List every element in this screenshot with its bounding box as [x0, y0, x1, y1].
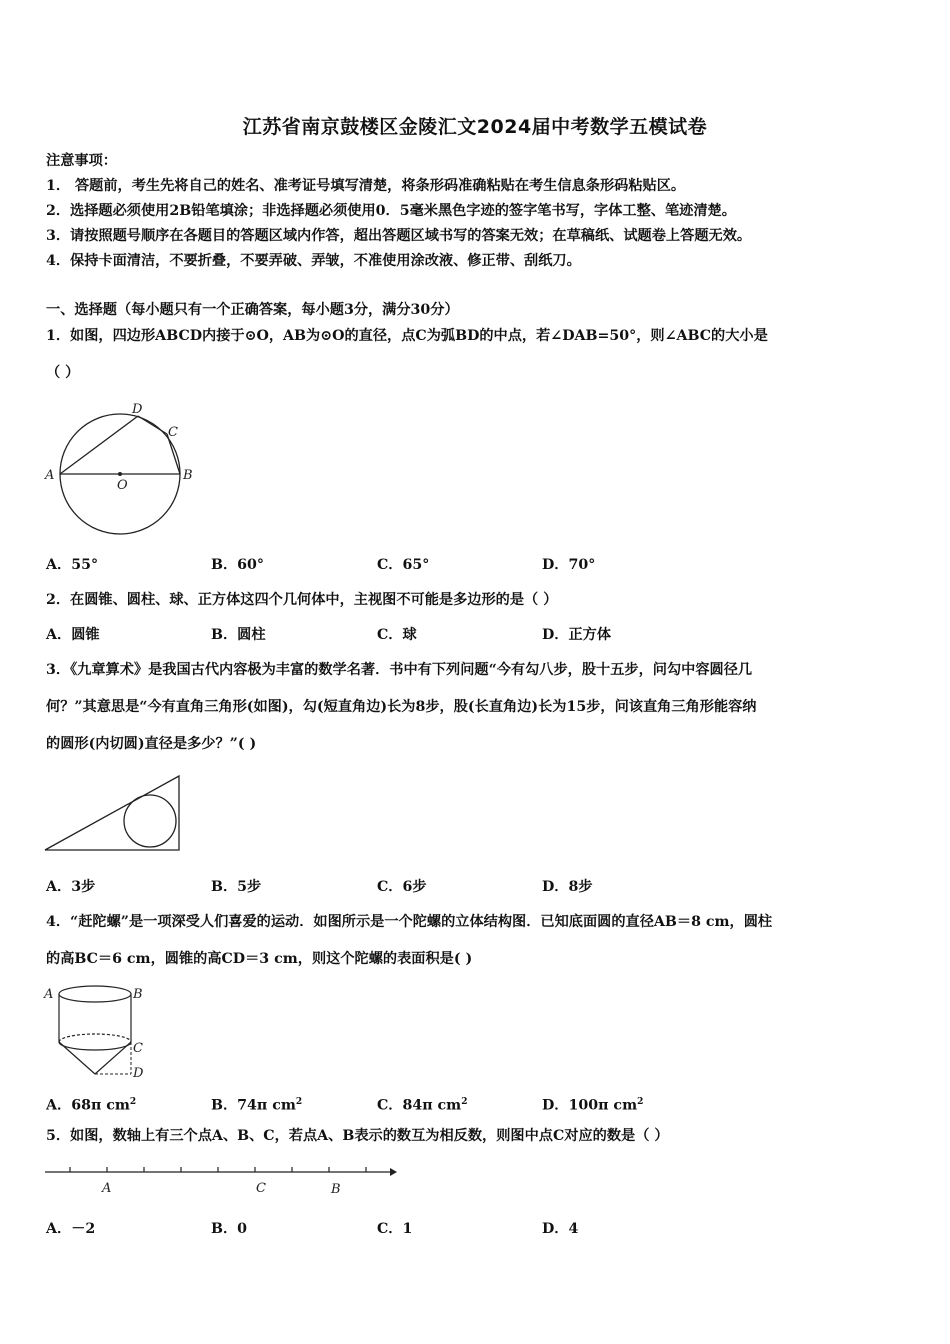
q4-option-a-text: A．68π cm — [46, 1097, 130, 1114]
q4-label-b: B — [133, 987, 143, 1002]
q4-label-c: C — [133, 1041, 143, 1056]
q4-stem-line2: 的高BC＝6 cm，圆锥的高CD＝3 cm，则这个陀螺的表面积是( ) — [46, 951, 473, 967]
q1-option-b: B．60° — [211, 557, 265, 573]
q2-option-d: D．正方体 — [542, 627, 612, 643]
q2-option-b: B．圆柱 — [211, 627, 266, 643]
q5-label-a: A — [102, 1181, 112, 1196]
q1-label-o: O — [117, 478, 128, 493]
q2-option-c: C．球 — [377, 627, 417, 643]
q4-label-d: D — [133, 1066, 144, 1080]
q4-option-d — [542, 1092, 643, 1116]
q1-option-a: A．55° — [46, 557, 99, 573]
q4-option-a-sup: 2 — [129, 1097, 137, 1107]
q3-option-c: C．6步 — [377, 879, 427, 895]
page-title: 江苏省南京鼓楼区金陵汇文2024届中考数学五模试卷 — [242, 116, 708, 138]
q4-option-b-sup: 2 — [295, 1097, 303, 1107]
q3-stem-line2: 何？”其意思是“今有直角三角形(如图)，勾(短直角边)长为8步，股(长直角边)长为15步，问该直角三角形能容纳 — [46, 699, 757, 715]
note-item: 4．保持卡面清洁，不要折叠，不要弄破、弄皱，不准使用涂改液、修正带、刮纸刀。 — [46, 253, 581, 269]
q4-option-a — [46, 1092, 136, 1116]
q5-option-a: A．－2 — [46, 1221, 96, 1237]
q4-option-d-sup: 2 — [637, 1097, 644, 1107]
q1-option-c: C．65° — [377, 557, 430, 573]
q5-option-c: C．1 — [377, 1221, 413, 1237]
q1-label-b: B — [183, 468, 193, 483]
note-item: 2．选择题必须使用2B铅笔填涂；非选择题必须使用0．5毫米黑色字迹的签字笔书写，字体工整、笔迹清楚。 — [46, 203, 736, 219]
q4-option-d-text: D．100π cm — [542, 1097, 638, 1114]
q2-stem: 2．在圆锥、圆柱、球、正方体这四个几何体中，主视图不可能是多边形的是（ ） — [46, 592, 558, 608]
note-item: 3．请按照题号顺序在各题目的答题区域内作答，超出答题区域书写的答案无效；在草稿纸、试题卷上答题无效。 — [46, 228, 752, 244]
q1-option-d: D．70° — [542, 557, 596, 573]
q1-stem-line2: （ ） — [46, 365, 80, 381]
q4-option-c — [377, 1092, 467, 1116]
q3-stem-line3: 的圆形(内切圆)直径是多少？”( ) — [46, 736, 257, 752]
q1-label-a: A — [45, 468, 55, 483]
q5-stem: 5．如图，数轴上有三个点A、B、C，若点A、B表示的数互为相反数，则图中点C对应的数是（ ） — [46, 1128, 669, 1144]
q4-option-c-text: C．84π cm — [377, 1097, 462, 1114]
q4-option-b — [211, 1092, 302, 1116]
q4-top-figure — [40, 980, 160, 1080]
q4-stem-line1: 4．“赶陀螺”是一项深受人们喜爱的运动．如图所示是一个陀螺的立体结构图．已知底面圆的直径AB＝8 cm，圆柱 — [46, 914, 773, 930]
q3-option-a: A．3步 — [46, 879, 96, 895]
q2-option-a: A．圆锥 — [46, 627, 100, 643]
q5-option-d: D．4 — [542, 1221, 579, 1237]
q5-option-b: B．0 — [211, 1221, 248, 1237]
q4-option-c-sup: 2 — [461, 1097, 468, 1107]
q3-stem-line1: 3．《九章算术》是我国古代内容极为丰富的数学名著．书中有下列问题“今有勾八步，股十五步，问勾中容圆径几 — [46, 662, 753, 678]
q4-option-b-text: B．74π cm — [211, 1097, 296, 1114]
q3-option-d: D．8步 — [542, 879, 593, 895]
q1-circle-figure — [40, 398, 200, 538]
q5-number-line — [40, 1160, 400, 1200]
section-heading: 一、选择题（每小题只有一个正确答案，每小题3分，满分30分） — [46, 302, 459, 318]
q4-label-a: A — [44, 987, 54, 1002]
note-item: 1． 答题前，考生先将自己的姓名、准考证号填写清楚，将条形码准确粘贴在考生信息条形码粘贴区。 — [46, 178, 686, 194]
q5-label-c: C — [256, 1181, 266, 1196]
q1-stem-line1: 1．如图，四边形ABCD内接于⊙O，AB为⊙O的直径，点C为弧BD的中点，若∠DAB=50°，则∠ABC的大小是 — [46, 328, 768, 344]
q3-triangle-figure — [42, 772, 187, 857]
notes-heading: 注意事项： — [46, 153, 117, 169]
q5-label-b: B — [331, 1182, 341, 1197]
q5-ticks — [70, 1167, 366, 1172]
q3-option-b: B．5步 — [211, 879, 262, 895]
q1-label-c: C — [168, 425, 178, 440]
q1-label-d: D — [132, 402, 143, 417]
